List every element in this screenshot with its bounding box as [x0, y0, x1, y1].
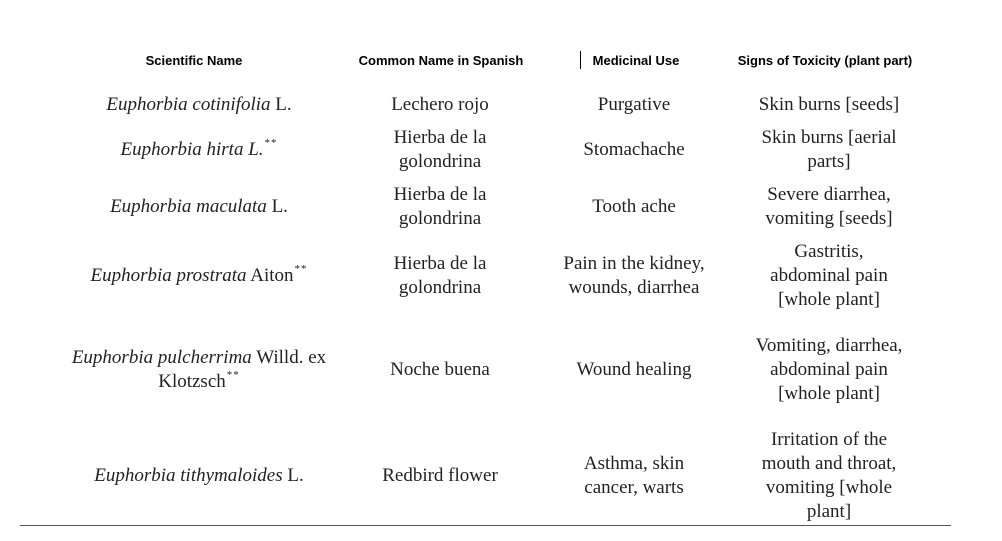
row-5-scientific-italic: Euphorbia pulcherrima	[71, 347, 252, 368]
row-2-common: Hierba de la golondrina	[393, 127, 487, 172]
row-4-toxicity: Gastritis, abdominal pain [whole plant]	[770, 241, 888, 310]
row-3-scientific-italic: Euphorbia maculata	[110, 196, 267, 217]
row-1-toxicity: Skin burns [seeds]	[758, 94, 900, 115]
row-1-scientific-author: L.	[270, 94, 292, 115]
row-6-toxicity: Irritation of the mouth and throat, vomiting [whole plant]	[761, 429, 897, 522]
row-5-use: Wound healing	[576, 359, 692, 380]
row-3-toxicity: Severe diarrhea, vomiting [seeds]	[765, 184, 893, 229]
row-5-scientific-author: Willd. ex Klotzsch	[158, 347, 327, 392]
row-5-toxicity: Vomiting, diarrhea, abdominal pain [whole plant]	[755, 335, 903, 404]
row-3-scientific-author: L.	[266, 196, 288, 217]
row-2-toxicity: Skin burns [aerial parts]	[761, 127, 897, 172]
row-5-scientific	[69, 322, 329, 418]
row-3-common: Hierba de la golondrina	[393, 184, 487, 229]
row-6-common: Redbird flower	[382, 465, 498, 486]
row-4-common: Hierba de la golondrina	[393, 253, 487, 298]
row-4-scientific	[60, 240, 338, 312]
header-toxicity: Signs of Toxicity (plant part)	[737, 53, 913, 68]
row-4-use: Pain in the kidney, wounds, diarrhea	[563, 253, 705, 298]
header-medicinal-use: Medicinal Use	[592, 53, 680, 68]
row-5-scientific-marker: **	[226, 369, 240, 381]
row-4-scientific-marker: **	[294, 263, 308, 275]
row-2-scientific	[60, 126, 338, 174]
row-2-use: Stomachache	[583, 139, 685, 160]
table-bottom-rule	[20, 525, 951, 526]
row-3-use: Tooth ache	[592, 196, 676, 217]
header-common-name: Common Name in Spanish	[358, 53, 524, 68]
row-1-scientific-italic: Euphorbia cotinifolia	[106, 94, 271, 115]
row-2-scientific-marker: **	[264, 137, 278, 149]
row-6-scientific-italic: Euphorbia tithymaloides	[94, 465, 283, 486]
row-2-scientific-italic: Euphorbia hirta L.	[120, 139, 264, 160]
row-6-scientific-author: L.	[282, 465, 304, 486]
row-1-use: Purgative	[597, 94, 671, 115]
row-6-scientific	[60, 427, 338, 525]
row-5-common: Noche buena	[390, 359, 490, 380]
row-6-use: Asthma, skin cancer, warts	[583, 453, 685, 498]
row-4-scientific-italic: Euphorbia prostrata	[90, 265, 247, 286]
row-4-scientific-author: Aiton	[246, 265, 294, 286]
row-1-scientific	[60, 92, 338, 118]
row-1-common: Lechero rojo	[391, 94, 489, 115]
header-scientific-name: Scientific Name	[145, 53, 243, 68]
row-3-scientific	[60, 183, 338, 231]
